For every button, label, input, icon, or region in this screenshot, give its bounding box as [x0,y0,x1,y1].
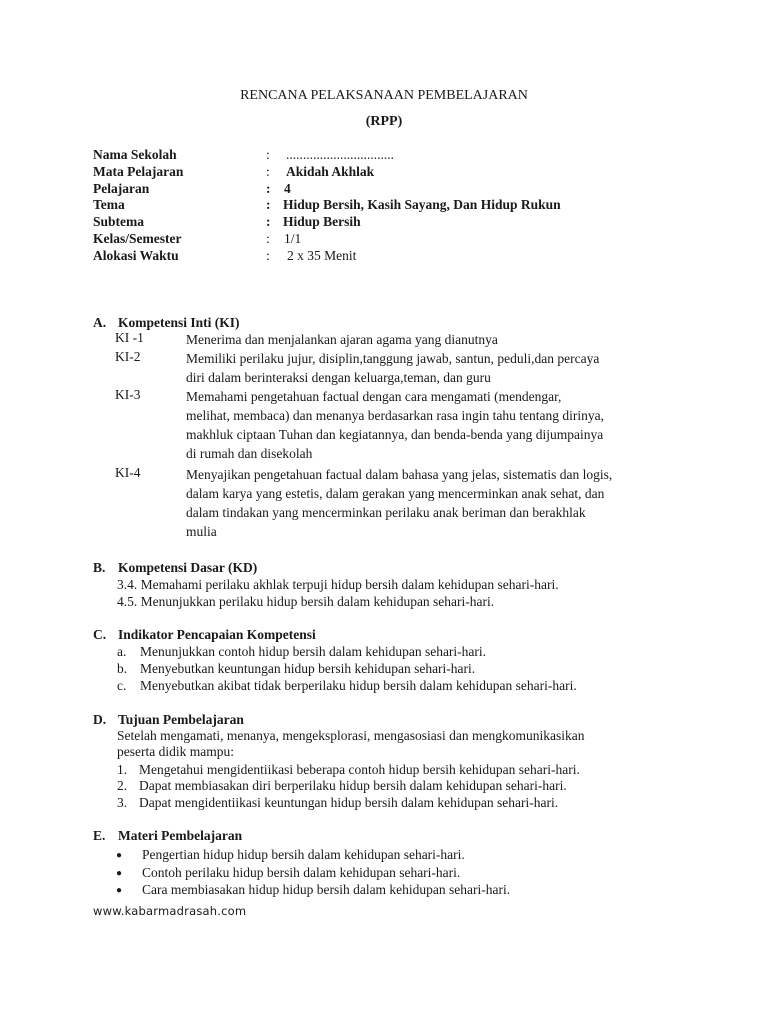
kd-item: 3.4. Memahami perilaku akhlak terpuji hidup bersih dalam kehidupan sehari-hari. [117,577,559,592]
list-marker: c. [117,678,127,693]
list-marker: b. [117,661,128,676]
bullet-icon: ● [116,868,123,879]
identity-separator: : [266,197,271,213]
identity-separator: : [266,214,271,230]
ki-text-line: Menerima dan menjalankan ajaran agama yang dianutnya [186,332,498,347]
identity-value: Hidup Bersih [283,214,361,230]
list-text: Dapat membiasakan diri berperilaku hidup bersih dalam kehidupan sehari-hari. [139,778,567,793]
list-marker: 2. [117,778,128,793]
section-letter: C. [93,627,107,642]
identity-value: 2 x 35 Menit [287,247,357,263]
indicator-item [117,644,486,661]
ki-text-line: mulia [186,524,217,539]
list-text: Pengertian hidup hidup bersih dalam kehidupan sehari-hari. [142,847,465,862]
ki-code: KI-3 [115,387,141,402]
section-title: Kompetensi Inti (KI) [118,315,240,330]
list-marker: 1. [117,762,128,777]
list-marker: 3. [117,795,128,810]
material-item [116,865,460,883]
document-subtitle: (RPP) [365,114,403,129]
objective-item [117,762,580,779]
list-text: Dapat mengidentiikasi keuntungan hidup bersih dalam kehidupan sehari-hari. [139,795,559,810]
ki-code: KI-4 [115,465,141,480]
identity-label: Kelas/Semester [93,230,182,246]
list-text: Mengetahui mengidentiikasi beberapa contoh hidup bersih kehidupan sehari-hari. [139,762,580,777]
list-marker: a. [117,644,127,659]
ki-code: KI -1 [115,330,144,345]
ki-text-line: diri dalam berinteraksi dengan keluarga,teman, dan guru [186,370,491,385]
objective-intro-line: peserta didik mampu: [117,744,234,759]
document-title: RENCANA PELAKSANAAN PEMBELAJARAN [240,88,528,103]
ki-code: KI-2 [115,349,141,364]
footer-website: www.kabarmadrasah.com [93,904,247,918]
bullet-icon: ● [116,850,123,861]
ki-text-line: di rumah dan disekolah [186,446,313,461]
objective-item [117,778,567,795]
identity-separator: : [266,180,271,196]
section-d-heading [93,712,244,729]
list-text: Menyebutkan akibat tidak berperilaku hidup bersih dalam kehidupan sehari-hari. [140,678,577,693]
ki-text-line: dalam tindakan yang mencerminkan perilaku anak beriman dan berakhlak [186,505,586,520]
section-letter: E. [93,828,106,843]
identity-value: Akidah Akhlak [286,163,375,179]
indicator-item [117,661,475,678]
identity-value: Hidup Bersih, Kasih Sayang, Dan Hidup Rukun [283,197,561,213]
section-e-heading [93,828,242,845]
identity-separator: : [266,230,270,246]
bullet-icon: ● [116,885,123,896]
section-b-heading [93,560,257,577]
list-text: Cara membiasakan hidup hidup bersih dalam kehidupan sehari-hari. [142,882,511,897]
section-letter: B. [93,560,106,575]
identity-value: 4 [284,180,291,196]
list-text: Menunjukkan contoh hidup bersih dalam kehidupan sehari-hari. [140,644,487,659]
identity-label: Mata Pelajaran [93,163,184,179]
identity-label: Pelajaran [93,180,150,196]
ki-text-line: melihat, membaca) dan menanya berdasarkan rasa ingin tahu tentang dirinya, [186,408,604,423]
identity-separator: : [266,163,270,179]
ki-text-line: dalam karya yang estetis, dalam gerakan yang mencerminkan anak sehat, dan [186,486,605,501]
objective-intro-line: Setelah mengamati, menanya, mengeksplorasi, mengasosiasi dan mengkomunikasikan [117,728,585,743]
ki-text-line: Memiliki perilaku jujur, disiplin,tanggung jawab, santun, peduli,dan percaya [186,351,600,366]
list-text: Contoh perilaku hidup bersih dalam kehidupan sehari-hari. [142,865,461,880]
identity-label: Subtema [93,214,145,230]
kd-item: 4.5. Menunjukkan perilaku hidup bersih dalam kehidupan sehari-hari. [117,594,495,609]
section-title: Indikator Pencapaian Kompetensi [118,627,316,642]
section-c-heading [93,627,316,644]
section-title: Tujuan Pembelajaran [118,712,244,727]
identity-label: Nama Sekolah [93,147,177,162]
ki-text-line: makhluk ciptaan Tuhan dan kegiatannya, dan benda-benda yang dijumpainya [186,427,604,442]
identity-value: ................................ [286,147,394,162]
list-text: Menyebutkan keuntungan hidup bersih kehidupan sehari-hari. [140,661,476,676]
identity-label: Alokasi Waktu [93,247,179,263]
section-letter: A. [93,315,107,330]
indicator-item [117,678,577,695]
identity-separator: : [266,147,270,162]
identity-value: 1/1 [284,230,302,246]
section-title: Materi Pembelajaran [118,828,243,843]
identity-label: Tema [93,197,125,213]
material-item [116,847,465,865]
ki-text-line: Menyajikan pengetahuan factual dalam bahasa yang jelas, sistematis dan logis, [186,467,613,482]
identity-separator: : [266,247,270,263]
section-title: Kompetensi Dasar (KD) [118,560,258,575]
material-item [116,882,510,900]
section-letter: D. [93,712,107,727]
objective-item [117,795,558,812]
ki-text-line: Memahami pengetahuan factual dengan cara mengamati (mendengar, [186,389,562,404]
